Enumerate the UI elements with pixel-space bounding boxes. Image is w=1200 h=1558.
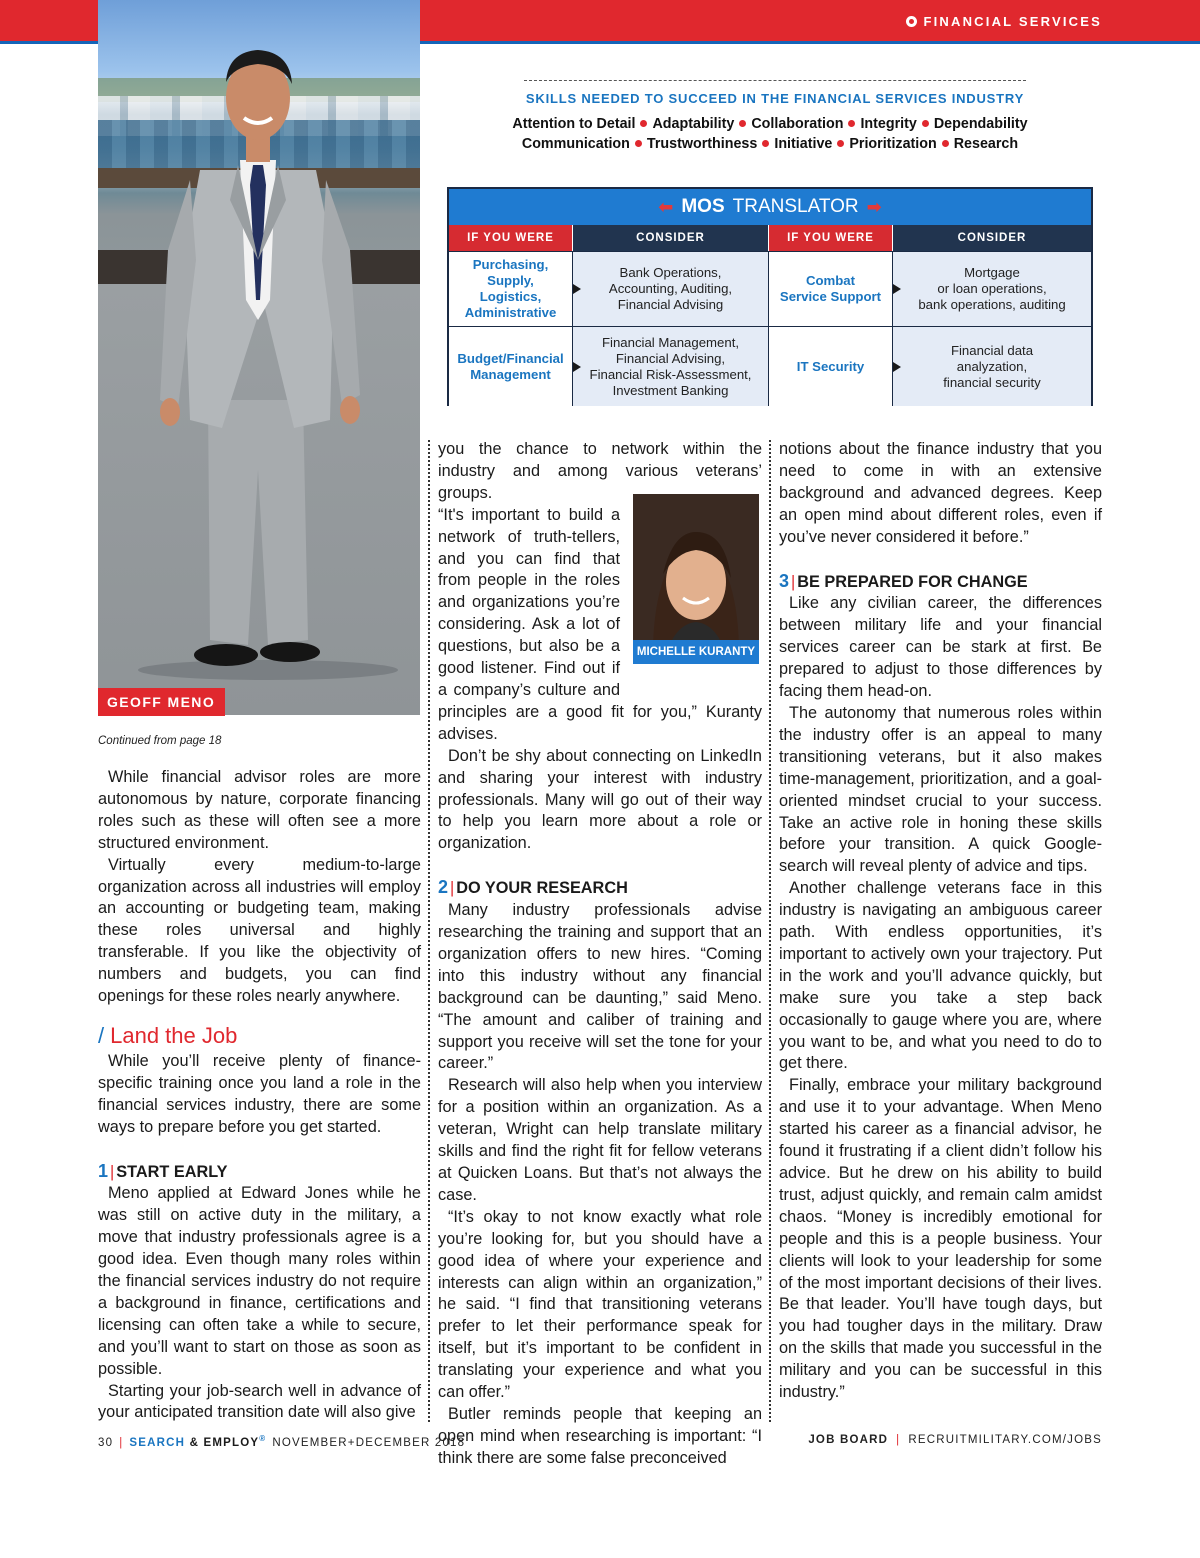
- article-column-3: [779, 439, 1102, 1404]
- paragraph: Butler reminds people that keeping an open mind when researching is important: “I think there are some false preconceived: [438, 1404, 762, 1467]
- mos-header-if-you-were: IF YOU WERE: [769, 225, 893, 251]
- section-label: FINANCIAL SERVICES: [923, 14, 1102, 29]
- footer-separator: |: [119, 1436, 124, 1449]
- column-divider: [428, 440, 430, 1422]
- mos-military-role: Combat Service Support: [769, 251, 893, 326]
- mos-military-role: IT Security: [769, 326, 893, 406]
- section-tag: [906, 14, 1102, 29]
- paragraph: The autonomy that numerous roles within the industry offer is an appeal to many transitioning veterans, but it also makes time-management, prioritization, and a goal-oriented mindset crucial to your success. Take an active role in honing these skills before your transition. A quick Google-search will reveal plenty of advice and tips.: [779, 703, 1102, 876]
- subheading: 1 | START EARLY: [98, 1160, 228, 1181]
- article-column-1: [98, 767, 421, 1424]
- issue-date: NOVEMBER+DECEMBER 2018: [272, 1436, 466, 1449]
- mos-header-consider: CONSIDER: [573, 225, 769, 251]
- paragraph: Like any civilian career, the differences between military life and your financial services career can be stark at first. Be prepared to adjust to those differences by facing them head-on.: [779, 594, 1102, 701]
- subheading: 2 | DO YOUR RESEARCH: [438, 877, 628, 898]
- paragraph: Meno applied at Edward Jones while he was still on active duty in the military, a move that industry professionals agree is a good idea. Even though many roles within the financial services industry do not require a background in finance, certifications and licensing can often take a while to secure, and you’ll want to start on those as soon as possible.: [98, 1184, 421, 1378]
- paragraph: While financial advisor roles are more autonomous by nature, corporate financing roles such as these will often see a more structured environment.: [98, 768, 421, 852]
- mos-translator-table: [447, 187, 1093, 406]
- mos-civilian-role: Financial Management, Financial Advising, Financial Risk-Assessment, Investment Banking: [573, 326, 769, 406]
- mos-civilian-role: Mortgage or loan operations, bank operations, auditing: [893, 251, 1091, 326]
- inset-caption: MICHELLE KURANTY: [633, 640, 759, 664]
- quote-text: “It's important to build a network of truth-tellers, and you can find that from people in the roles and organizations you’re considering. Ask a lot of questions, but also be a good listener. Find out if a company’s culture and principles are a good fit for you,” Kuranty advises.: [438, 505, 762, 743]
- arrow-left-icon: ⬅: [658, 196, 674, 217]
- paragraph: Don’t be shy about connecting on LinkedIn and sharing your interest with industry professionals. Many will go out of their way to help you learn more about a role or organization.: [438, 746, 762, 853]
- paragraph: “It’s okay to not know exactly what role you’re looking for, but you should have a good idea of where your experience and interests can align within an organization,” he said. “I find that transitioning veterans prefer to let their performance speak for itself, but it’s important to be confident in translating your experience and what you can offer.”: [438, 1207, 762, 1402]
- mos-title: ⬅ MOS TRANSLATOR ➡: [449, 189, 1091, 225]
- section-heading: / Land the Job: [98, 1022, 238, 1048]
- paragraph: you the chance to network within the industry and among various veterans’ groups.: [438, 440, 762, 502]
- arrow-right-icon: ➡: [866, 196, 882, 217]
- website-link[interactable]: RECRUITMILITARY.COM/JOBS: [908, 1434, 1102, 1446]
- woman-portrait: [633, 494, 759, 664]
- person-figure: [98, 0, 420, 715]
- continued-note: Continued from page 18: [98, 735, 222, 747]
- footer-left: [98, 1434, 465, 1449]
- column-divider: [769, 440, 771, 1422]
- paragraph: Finally, embrace your military background and use it to your advantage. When Meno started his career as a financial advisor, he found it frustrating if a client didn’t follow his advice. But he drew on his ability to build trust, adjust quickly, and remain calm amidst chaos. “Money is incredibly emotional for people and this is a people business. Your clients will look to your leadership for some of the most important decisions of their lives. Be that leader. You’ll have tough days, but you had tougher days in the military. Draw on the skills that made you successful in the military and you can be successful in this industry.”: [779, 1076, 1102, 1402]
- hero-photo: [98, 0, 420, 715]
- inset-photo: [633, 494, 759, 664]
- skills-box: [446, 80, 1094, 154]
- footer-separator: |: [896, 1434, 901, 1446]
- mos-civilian-role: Bank Operations, Accounting, Auditing, Financial Advising: [573, 251, 769, 326]
- paragraph: Starting your job-search well in advance of your anticipated transition date will also give: [98, 1381, 421, 1422]
- paragraph: Virtually every medium-to-large organization across all industries will employ an accounting or budgeting team, making these roles universal and highly transferable. If you like the objectivity of numbers and budgets, you can find openings for these roles nearly anywhere.: [98, 855, 421, 1006]
- mos-header-if-you-were: IF YOU WERE: [449, 225, 573, 251]
- mos-military-role: Budget/Financial Management: [449, 326, 573, 406]
- page-number: 30: [98, 1436, 114, 1449]
- skills-row-2: Communication Trustworthiness Initiative Prioritization Research: [521, 136, 1019, 152]
- magazine-brand: SEARCH & EMPLOY®: [129, 1434, 267, 1449]
- skills-divider: [524, 80, 1026, 81]
- footer-right: [808, 1434, 1102, 1446]
- job-board-label: JOB BOARD: [808, 1434, 889, 1446]
- subheading: 3 | BE PREPARED FOR CHANGE: [779, 570, 1028, 591]
- star-icon: [906, 16, 917, 27]
- mos-military-role: Purchasing, Supply, Logistics, Administrative: [449, 251, 573, 326]
- paragraph: notions about the finance industry that you need to come in with an extensive background and advanced degrees. Keep an open mind about different roles, even if you’ve never considered it before.”: [779, 440, 1102, 546]
- photo-caption: GEOFF MENO: [98, 688, 225, 716]
- paragraph: Many industry professionals advise researching the training and support that an organization offers to new hires. “Coming into this industry without any financial background can be daunting,” said Meno. “The amount and caliber of training and support you receive will set the tone for your career.”: [438, 901, 762, 1073]
- paragraph: Research will also help when you interview for a position within an organization. As a veteran, Wright can help translate military skills and find the right fit for fellow veterans at Quicken Loans. But that’s not always the case.: [438, 1076, 762, 1204]
- skills-title: SKILLS NEEDED TO SUCCEED IN THE FINANCIAL SERVICES INDUSTRY: [525, 91, 1025, 106]
- paragraph: While you’ll receive plenty of finance-specific training once you land a role in the financial services industry, there are some ways to prepare before you get started.: [98, 1051, 421, 1136]
- paragraph: Another challenge veterans face in this industry is navigating an ambiguous career path. With endless opportunities, it’s important to actively own your trajectory. Put in the work and you’ll advance quickly, but make sure you take a step back occasionally to gauge where you are, where you want to be, and what you need to do to get there.: [779, 879, 1102, 1073]
- mos-civilian-role: Financial data analyzation, financial security: [893, 326, 1091, 406]
- mos-header-consider: CONSIDER: [893, 225, 1091, 251]
- skills-row-1: Attention to Detail Adaptability Collaboration Integrity Dependability: [512, 116, 1028, 132]
